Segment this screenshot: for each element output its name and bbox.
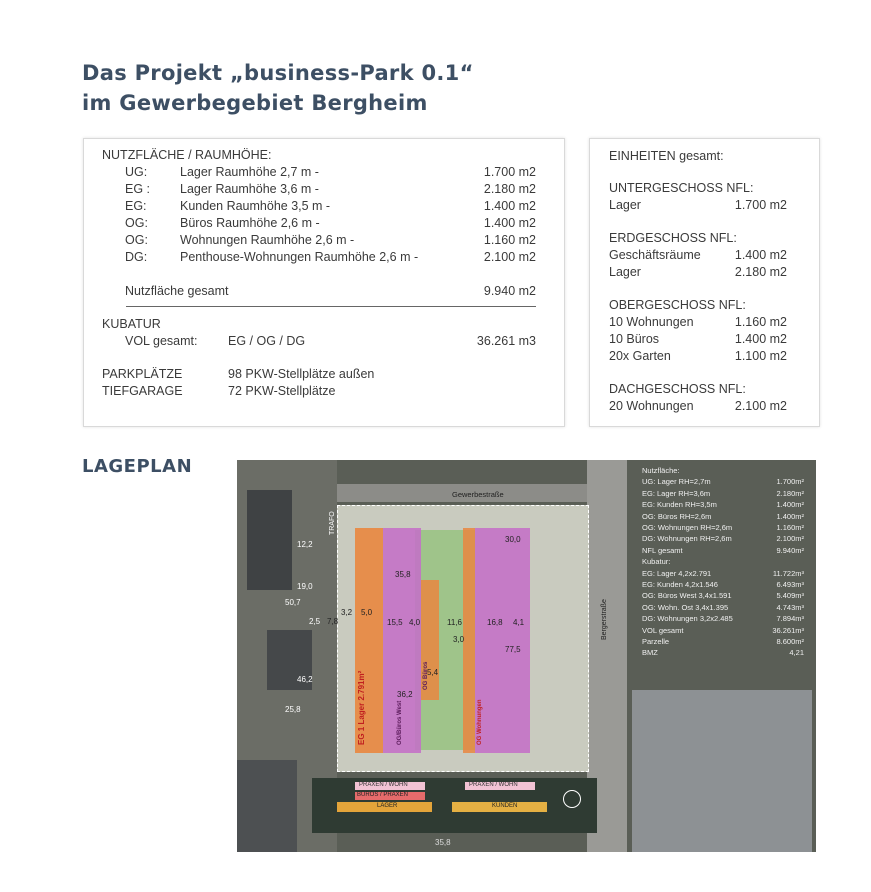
- legend-label: EG: Kunden 4,2x1.546: [642, 580, 718, 589]
- legend-value: 5.409m³: [776, 591, 804, 601]
- row-desc: Penthouse-Wohnungen Raumhöhe 2,6 m -: [180, 250, 419, 264]
- legend-label: OG: Büros West 3,4x1.591: [642, 591, 732, 601]
- legend-label: DG: Wohnungen RH=2,6m: [642, 534, 732, 544]
- dim-label: 50,7: [285, 598, 301, 607]
- legend-value: 2.100m²: [776, 534, 804, 544]
- tiefgarage-label: TIEFGARAGE: [102, 384, 183, 398]
- dim-label-bottom: 35,8: [435, 838, 451, 847]
- section-label: KUNDEN: [492, 803, 518, 809]
- nutzflaeche-heading: NUTZFLÄCHE / RAUMHÖHE:: [102, 148, 272, 162]
- building-label: OG Büros: [423, 661, 429, 690]
- eg-row-value: 2.180 m2: [734, 265, 787, 279]
- page-title: [82, 58, 474, 118]
- dim-label: 3,0: [453, 635, 465, 644]
- og-row-value: 1.100 m2: [734, 349, 787, 363]
- dim-label: 3,2: [341, 608, 353, 617]
- legend-value: 7.894m³: [776, 614, 804, 624]
- legend-label: OG: Wohn. Ost 3,4x1.395: [642, 602, 729, 612]
- row-area: 2.180 m2: [483, 182, 536, 196]
- building-label: OG/Büros West: [397, 700, 403, 745]
- dim-label: 35,8: [395, 570, 411, 579]
- row-desc: Büros Raumhöhe 2,6 m -: [180, 216, 320, 230]
- dim-label: 77,5: [505, 645, 521, 654]
- legend-label: Nutzfläche:: [642, 466, 680, 475]
- row-level: OG:: [125, 233, 148, 247]
- building-mid-east: [463, 528, 475, 753]
- legend-value: 2.180m²: [776, 488, 804, 498]
- legend-label: OG: Wohnungen RH=2,6m: [642, 523, 733, 532]
- dim-label: 5,0: [361, 608, 373, 617]
- row-area: 1.700 m2: [483, 165, 536, 179]
- dim-label: 11,6: [447, 618, 462, 627]
- dim-label: 19,0: [297, 582, 313, 591]
- legend-label: EG: Kunden RH=3,5m: [642, 500, 717, 510]
- legend-value: 36.261m³: [772, 625, 804, 635]
- lageplan-heading: LAGEPLAN: [82, 456, 193, 477]
- nutzflaeche-total-label: Nutzfläche gesamt: [125, 284, 229, 298]
- map-legend: [642, 466, 810, 676]
- og-row-label: 20x Garten: [609, 349, 671, 363]
- ug-row-label: Lager: [609, 198, 641, 212]
- dim-label: 30,0: [505, 535, 521, 544]
- kubatur-value: 36.261 m3: [476, 334, 536, 348]
- compass-icon: [563, 790, 581, 808]
- legend-value: 9.940m²: [776, 545, 804, 555]
- legend-label: OG: Büros RH=2,6m: [642, 511, 712, 521]
- dim-label: 25,8: [285, 705, 301, 714]
- row-level: EG:: [125, 199, 147, 213]
- building-block: [247, 490, 292, 590]
- row-area: 1.400 m2: [483, 216, 536, 230]
- row-level: OG:: [125, 216, 148, 230]
- kubatur-levels: EG / OG / DG: [228, 334, 306, 348]
- legend-label: EG: Lager RH=3,6m: [642, 488, 711, 498]
- dim-label: 15,5: [387, 618, 403, 627]
- kubatur-label: VOL gesamt:: [125, 334, 198, 348]
- legend-label: DG: Wohnungen 3,2x2.485: [642, 614, 733, 624]
- legend-label: VOL gesamt: [642, 625, 684, 635]
- divider: [126, 306, 536, 307]
- og-row-label: 10 Wohnungen: [609, 315, 694, 329]
- row-desc: Lager Raumhöhe 3,6 m -: [180, 182, 319, 196]
- legend-label: NFL gesamt: [642, 545, 683, 555]
- building-block: [237, 760, 297, 852]
- legend-value: 4,21: [789, 648, 804, 658]
- tiefgarage-value: 72 PKW-Stellplätze: [228, 384, 336, 398]
- og-row-value: 1.400 m2: [734, 332, 787, 346]
- ug-row-value: 1.700 m2: [734, 198, 787, 212]
- row-area: 1.160 m2: [483, 233, 536, 247]
- dim-label: 16,8: [487, 618, 503, 627]
- eg-row-value: 1.400 m2: [734, 248, 787, 262]
- legend-label: EG: Lager 4,2x2.791: [642, 568, 712, 578]
- legend-label: BMZ: [642, 648, 658, 658]
- street-label-top: Gewerbestraße: [452, 490, 504, 499]
- legend-value: 6.493m³: [776, 580, 804, 589]
- legend-label: Kubatur:: [642, 557, 671, 567]
- dim-label: 12,2: [297, 540, 313, 549]
- building-label: EG 1 Lager 2.791m²: [357, 670, 366, 745]
- dim-label: 4,0: [409, 618, 421, 627]
- trafo-label: TRAFO: [329, 511, 336, 535]
- dim-label: 46,2: [297, 675, 313, 684]
- parkplaetze-label: PARKPLÄTZE: [102, 367, 183, 381]
- section-label: BÜROS / PRAXEN: [357, 792, 409, 798]
- nutzflaeche-total-value: 9.940 m2: [483, 284, 536, 298]
- kubatur-heading: KUBATUR: [102, 317, 161, 331]
- legend-value: 1.400m²: [776, 511, 804, 521]
- dg-row-label: 20 Wohnungen: [609, 399, 694, 413]
- row-level: EG :: [125, 182, 151, 196]
- right-block: [632, 690, 812, 852]
- section-label: PRAXEN / WOHN: [359, 782, 408, 788]
- legend-value: 11.722m³: [772, 568, 804, 578]
- legend-value: 1.400m²: [776, 500, 804, 510]
- site-plan-map: [237, 460, 816, 852]
- dg-row-value: 2.100 m2: [734, 399, 787, 413]
- dim-label: 7,8: [327, 617, 339, 626]
- einheiten-heading: EINHEITEN gesamt:: [609, 149, 724, 163]
- title-line-2: im Gewerbegebiet Bergheim: [82, 91, 428, 115]
- section-label: LAGER: [377, 803, 398, 809]
- legend-value: 1.160m²: [776, 523, 804, 532]
- og-row-value: 1.160 m2: [734, 315, 787, 329]
- section-label: PRAXEN / WOHN: [469, 782, 518, 788]
- row-desc: Lager Raumhöhe 2,7 m -: [180, 165, 319, 179]
- eg-row-label: Geschäftsräume: [609, 248, 701, 262]
- street-label-right: Bergerstraße: [601, 599, 608, 640]
- parkplaetze-value: 98 PKW-Stellplätze außen: [228, 367, 375, 381]
- og-row-label: 10 Büros: [609, 332, 660, 346]
- dg-title: DACHGESCHOSS NFL:: [609, 382, 746, 396]
- eg-title: ERDGESCHOSS NFL:: [609, 231, 737, 245]
- eg-row-label: Lager: [609, 265, 641, 279]
- legend-value: 8.600m²: [776, 637, 804, 646]
- og-title: OBERGESCHOSS NFL:: [609, 298, 746, 312]
- row-area: 2.100 m2: [483, 250, 536, 264]
- row-area: 1.400 m2: [483, 199, 536, 213]
- ug-title: UNTERGESCHOSS NFL:: [609, 181, 754, 195]
- legend-value: 4.743m³: [776, 602, 804, 612]
- building-offices-east: [475, 528, 530, 753]
- row-desc: Kunden Raumhöhe 3,5 m -: [180, 199, 331, 213]
- legend-value: 1.700m²: [776, 477, 804, 487]
- building-label: OG Wohnungen: [477, 699, 483, 745]
- dim-label: 2,5: [309, 617, 321, 626]
- row-level: UG:: [125, 165, 148, 179]
- legend-label: UG: Lager RH=2,7m: [642, 477, 711, 487]
- dim-label: 5,4: [427, 668, 439, 677]
- dim-label: 4,1: [513, 618, 525, 627]
- dim-label: 36,2: [397, 690, 413, 699]
- legend-label: Parzelle: [642, 637, 670, 646]
- row-level: DG:: [125, 250, 148, 264]
- row-desc: Wohnungen Raumhöhe 2,6 m -: [180, 233, 355, 247]
- title-line-1: Das Projekt „business-Park 0.1“: [82, 61, 474, 85]
